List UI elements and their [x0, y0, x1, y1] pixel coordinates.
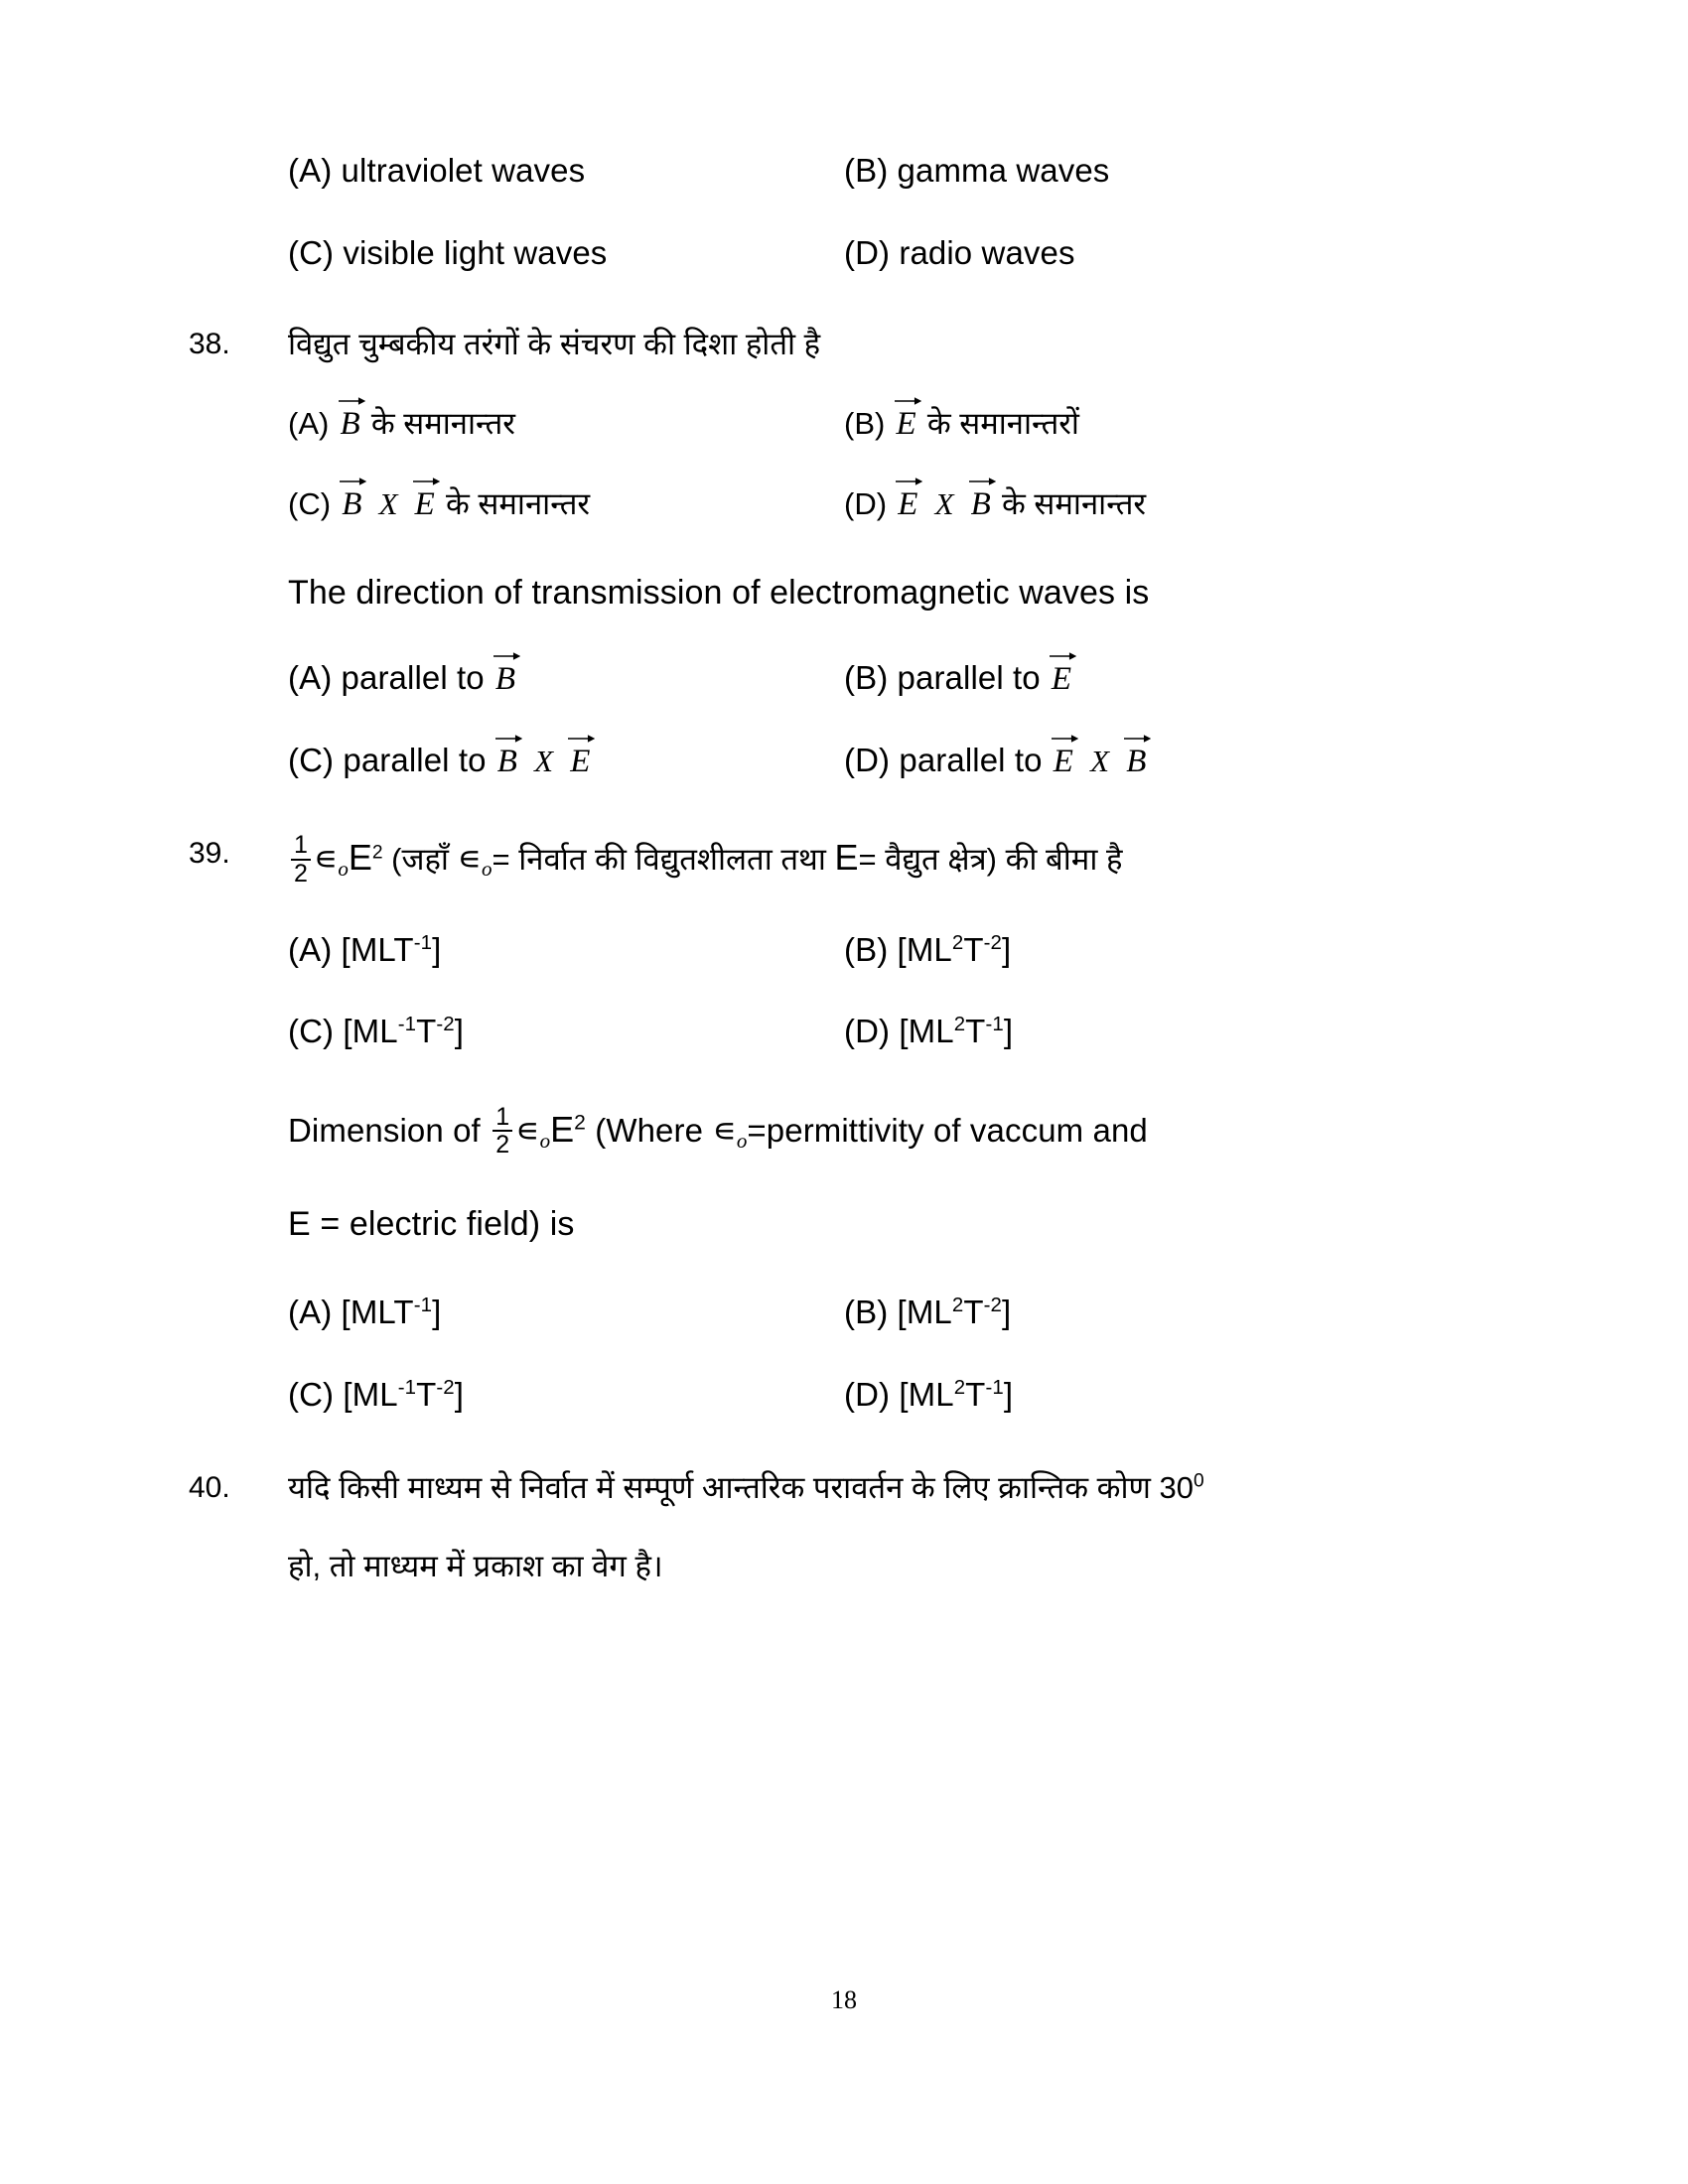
q39-option-c-close: ]: [454, 1013, 464, 1050]
q39-option-b-exponent-1: 2: [951, 930, 964, 954]
q38-english-option-a[interactable]: [288, 656, 844, 701]
q38-english-option-d[interactable]: [844, 739, 1400, 783]
q38-hindi-option-b[interactable]: [844, 401, 1400, 446]
q38-english-options-row-1: [288, 656, 1519, 701]
q37-option-b[interactable]: (B) gamma waves: [844, 152, 1110, 189]
vector-b-icon: B: [493, 663, 517, 696]
q39-english-option-a-exponent: -1: [413, 1293, 433, 1316]
vector-e-icon: E: [1050, 663, 1073, 696]
cross-product-symbol: X: [534, 743, 554, 778]
vector-b-icon: B: [339, 408, 362, 441]
q39-option-d-label: (D) [ML: [844, 1013, 954, 1050]
fraction-numerator: 1: [294, 831, 308, 860]
vector-e-icon: E: [1052, 746, 1075, 778]
q40-line1-text: यदि किसी माध्यम से निर्वात में सम्पूर्ण आन्तरिक परावर्तन के लिए क्रान्तिक कोण 30: [288, 1470, 1194, 1506]
q40-number: 40.: [189, 1471, 230, 1505]
epsilon-subscript: o: [736, 1128, 748, 1153]
electric-field-symbol: E: [348, 837, 372, 879]
q39-equals-1: =: [492, 842, 510, 878]
fraction-denominator: 2: [492, 1130, 512, 1158]
q38-hindi-option-a-text: के समानान्तर: [370, 406, 515, 442]
q38-hindi-option-c-text: के समानान्तर: [446, 486, 591, 522]
q39-english-option-c-label: (C) [ML: [288, 1375, 398, 1413]
q39-english-option-d-exponent-1: 2: [953, 1375, 966, 1399]
vector-b-icon: B: [495, 746, 519, 778]
q37-option-d[interactable]: (D) radio waves: [844, 233, 1075, 271]
fraction-one-half: [291, 832, 311, 887]
q39-option-a[interactable]: [288, 928, 844, 973]
q39-option-c-label: (C) [ML: [288, 1013, 398, 1050]
q39-option-c-exponent-2: -2: [436, 1013, 455, 1036]
q39-option-b-close: ]: [1001, 930, 1012, 968]
q38-stem-hindi: विद्युत चुम्बकीय तरंगों के संचरण की दिशा होती है: [288, 327, 821, 362]
q39-options-row-1: [288, 928, 1519, 973]
q38-hindi-option-d-text: के समानान्तर: [1002, 486, 1147, 522]
vector-b-icon: B: [969, 488, 993, 521]
q39-english-option-c[interactable]: [288, 1373, 844, 1418]
q38-hindi-option-d-label: (D): [844, 486, 888, 522]
q39-english-options-row-2: [288, 1373, 1519, 1418]
q39-option-d-close: ]: [1003, 1013, 1014, 1050]
q38-english-option-c[interactable]: [288, 739, 844, 783]
q38-hindi-option-b-label: (B): [844, 406, 886, 442]
epsilon-symbol: ∊: [515, 1110, 540, 1151]
page-number: 18: [831, 1985, 857, 2014]
exponent-two: 2: [371, 842, 383, 864]
q38-english-option-a-label: (A) parallel to: [288, 659, 485, 697]
q39-option-c[interactable]: [288, 1010, 844, 1054]
q39-option-b-label: (B) [ML: [844, 930, 952, 968]
q38-english-options-row-2: [288, 739, 1519, 783]
q38-hindi-option-a[interactable]: [288, 401, 844, 446]
cross-product-symbol: X: [1090, 743, 1110, 778]
vector-e-icon: E: [568, 746, 592, 778]
q39-option-d-mid: T: [965, 1013, 986, 1050]
vector-b-icon: B: [340, 488, 363, 521]
exponent-two: 2: [574, 1111, 586, 1135]
q39-english-option-b[interactable]: [844, 1291, 1400, 1335]
q39-english-option-a-label: (A) [MLT: [288, 1293, 414, 1330]
q39-english-paren: (Where: [595, 1111, 704, 1149]
q39-english-option-c-close: ]: [454, 1375, 464, 1413]
q39-english-option-b-exponent-1: 2: [951, 1293, 964, 1316]
q39-option-b-mid: T: [963, 930, 984, 968]
q39-english-option-b-label: (B) [ML: [844, 1293, 952, 1330]
q39-english-prefix: Dimension of: [288, 1111, 481, 1149]
q39-option-a-label: (A) [MLT: [288, 930, 414, 968]
question-38: [189, 321, 1519, 365]
question-40: [189, 1464, 1519, 1588]
q39-english-option-d[interactable]: [844, 1373, 1400, 1418]
q38-hindi-options-row-2: [288, 481, 1519, 526]
q39-option-a-close: ]: [432, 930, 442, 968]
q39-number: 39.: [189, 837, 230, 871]
epsilon-subscript: o: [539, 1128, 551, 1153]
q38-hindi-option-d[interactable]: [844, 481, 1400, 526]
q38-hindi-options-row-1: [288, 401, 1519, 446]
q39-equals-2: =: [858, 842, 877, 878]
q39-hindi-paren-open: (जहाँ: [391, 842, 449, 878]
q39-stem-english-line-1: [288, 1104, 1519, 1159]
q39-options-row-2: [288, 1010, 1519, 1054]
q39-option-a-exponent: -1: [413, 930, 433, 954]
epsilon-subscript: o: [338, 857, 349, 882]
cross-product-symbol: X: [934, 486, 954, 522]
epsilon-symbol: ∊: [712, 1110, 737, 1151]
q37-option-a[interactable]: (A) ultraviolet waves: [288, 152, 586, 189]
electric-field-symbol: E: [834, 837, 859, 879]
q39-option-d-exponent-1: 2: [953, 1013, 966, 1036]
q38-stem-english: The direction of transmission of electromagnetic waves is: [288, 573, 1150, 612]
fraction-numerator: 1: [495, 1102, 510, 1131]
q39-english-option-d-close: ]: [1003, 1375, 1014, 1413]
vector-b-icon: B: [1124, 746, 1148, 778]
q37-options-row-1: [288, 149, 1519, 194]
q39-english-options-row-1: [288, 1291, 1519, 1335]
degree-superscript: 0: [1194, 1470, 1204, 1492]
q39-hindi-tail: वैद्युत क्षेत्र): [885, 842, 997, 878]
q39-english-option-c-exponent-2: -2: [436, 1375, 455, 1399]
q37-options-row-2: [288, 231, 1519, 276]
q39-english-mid: =permittivity of vaccum and: [747, 1111, 1148, 1149]
q39-english-option-c-exponent-1: -1: [397, 1375, 417, 1399]
q38-hindi-option-c[interactable]: [288, 481, 844, 526]
cross-product-symbol: X: [378, 486, 398, 522]
question-39: [189, 830, 1519, 887]
q39-option-d[interactable]: [844, 1010, 1400, 1054]
vector-e-icon: E: [896, 488, 919, 521]
q39-stem-english-line-2: E = electric field) is: [288, 1205, 575, 1244]
epsilon-symbol: ∊: [457, 839, 482, 880]
q39-option-b[interactable]: [844, 928, 1400, 973]
fraction-one-half: [492, 1104, 512, 1159]
fraction-denominator: 2: [291, 859, 311, 887]
q39-english-option-b-close: ]: [1001, 1293, 1012, 1330]
q38-hindi-option-a-label: (A): [288, 406, 330, 442]
q37-option-c[interactable]: (C) visible light waves: [288, 233, 608, 271]
q39-option-b-exponent-2: -2: [983, 930, 1002, 954]
q39-english-option-a-close: ]: [432, 1293, 442, 1330]
q38-english-option-d-label: (D) parallel to: [844, 741, 1043, 778]
q39-hindi-mid: निर्वात की विद्युतशीलता तथा: [518, 842, 826, 878]
q39-english-option-b-exponent-2: -2: [983, 1293, 1002, 1316]
q39-english-option-d-exponent-2: -1: [985, 1375, 1004, 1399]
q38-number: 38.: [189, 328, 230, 361]
q40-stem-hindi-line-1: [288, 1464, 1519, 1509]
q39-english-option-c-mid: T: [416, 1375, 437, 1413]
q39-option-c-mid: T: [416, 1013, 437, 1050]
q38-english-option-c-label: (C) parallel to: [288, 741, 487, 778]
q39-english-option-b-mid: T: [963, 1293, 984, 1330]
q40-stem-hindi-line-2: हो, तो माध्यम में प्रकाश का वेग है।: [288, 1549, 663, 1584]
vector-e-icon: E: [413, 488, 437, 521]
q39-english-option-a[interactable]: [288, 1291, 844, 1335]
q39-stem-hindi: [288, 830, 1519, 887]
q38-hindi-option-b-text: के समानान्तरों: [926, 406, 1079, 442]
q38-english-option-b-label: (B) parallel to: [844, 659, 1041, 697]
q39-option-c-exponent-1: -1: [397, 1013, 417, 1036]
q39-hindi-end: की बीमा है: [1005, 842, 1123, 878]
q38-english-option-b[interactable]: [844, 656, 1400, 701]
vector-e-icon: E: [895, 408, 918, 441]
q39-english-option-d-label: (D) [ML: [844, 1375, 954, 1413]
q39-option-d-exponent-2: -1: [985, 1013, 1004, 1036]
epsilon-symbol: ∊: [313, 839, 339, 880]
q39-english-option-d-mid: T: [965, 1375, 986, 1413]
q38-hindi-option-c-label: (C): [288, 486, 332, 522]
electric-field-symbol: E: [550, 1108, 575, 1150]
epsilon-subscript: o: [482, 857, 492, 882]
